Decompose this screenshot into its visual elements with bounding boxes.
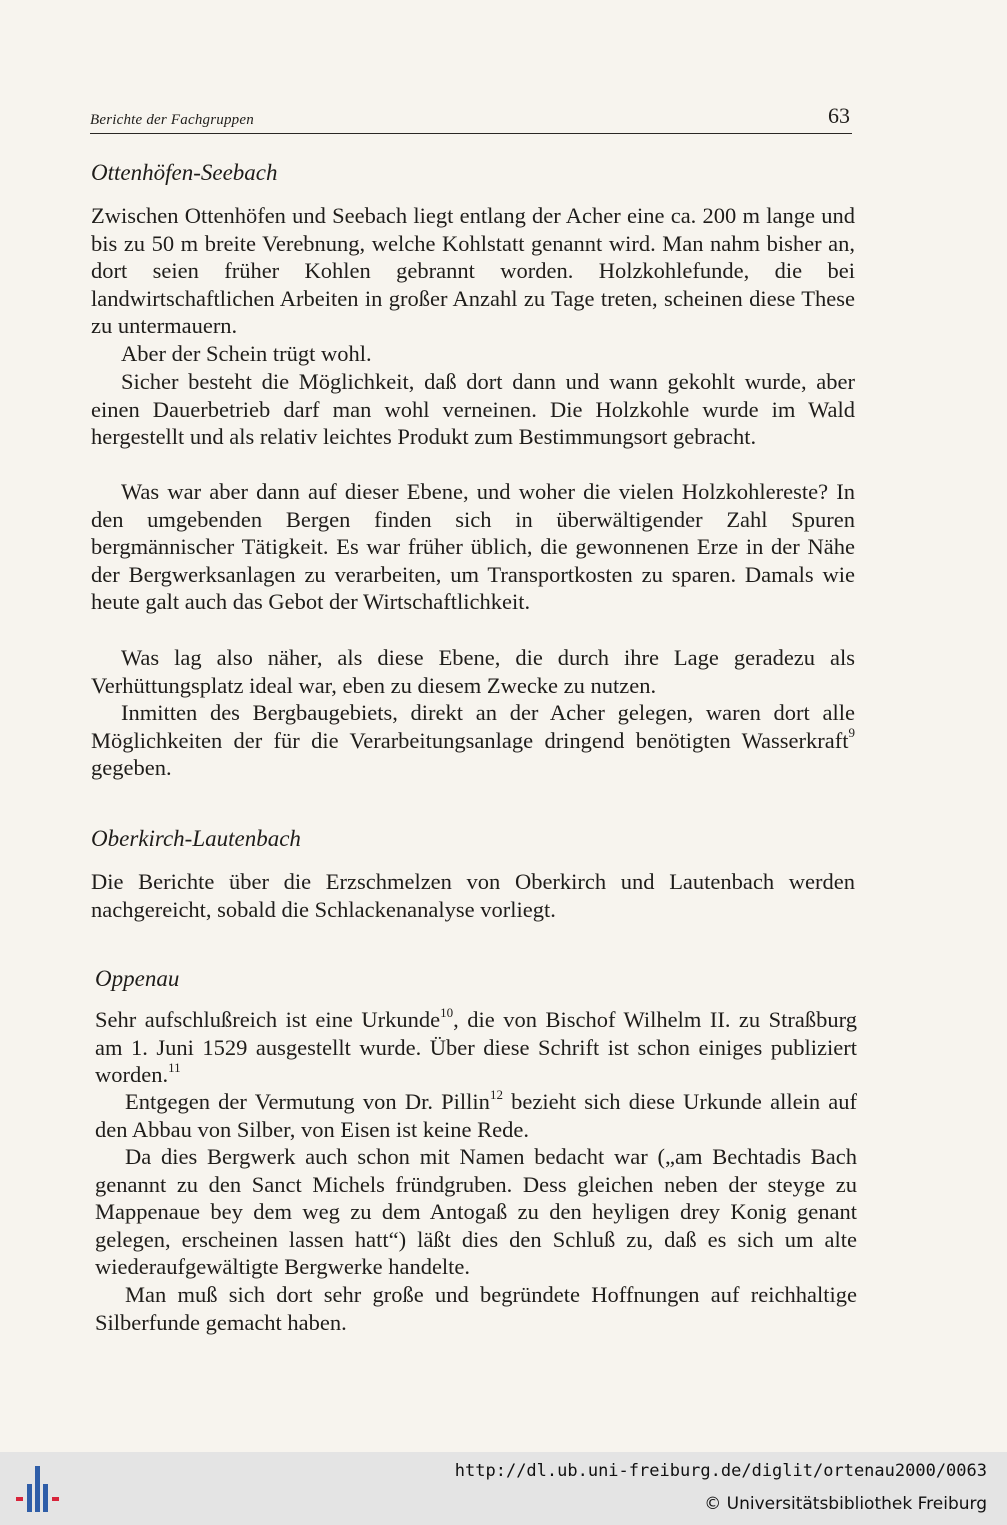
paragraph-text: Inmitten des Bergbaugebiets, direkt an der Acher gelegen, waren dort alle Möglichkeiten der für die Verarbeitungsanlage dringend benötigten	[91, 700, 855, 753]
paragraph	[95, 1006, 857, 1089]
paragraph: Was war aber dann auf dieser Ebene, und woher die vielen Holzkohlereste? In den umgebenden Bergen finden sich in überwältigender Zahl Spuren bergmännischer Tätigkeit. Es war früher üblich, die gewonnenen Erze in der Nähe der Bergwerksanlagen zu verarbeiten, um Transportkosten zu sparen. Damals wie heute galt auch das Gebot der Wirtschaftlichkeit.	[91, 479, 855, 615]
paragraph-text: bezieht sich diese Urkunde allein auf den Abbau von Silber, von Eisen ist keine Rede.	[95, 1089, 858, 1142]
footnote-ref[interactable]: 11	[168, 1059, 181, 1075]
footnote-ref[interactable]: 9	[848, 725, 855, 741]
paragraph: Da dies Bergwerk auch schon mit Namen bedacht war („am Bechtadis Bach genannt zu den Sanct Michels fründgruben. Dess gleichen neben der steyge zu Mappenaue bey dem weg zu dem Antogaß zu den heyligen drey Konig genant gelegen, erscheinen lassen hatt“) läßt dies den Schluß zu, daß es sich um alte wiederaufgewältigte Bergwerke handelte.	[95, 1144, 857, 1280]
paragraph: Sicher besteht die Möglichkeit, daß dort dann und wann gekohlt wurde, aber einen Dauerbetrieb darf man wohl verneinen. Die Holzkohle wurde im Wald hergestellt und als relativ leichtes Produkt zum Bestimmungsort gebracht.	[91, 369, 855, 450]
paragraph	[95, 1088, 857, 1143]
library-logo-icon	[14, 1464, 62, 1514]
paragraph-text: gegeben.	[91, 755, 172, 781]
page-number: 63	[828, 103, 850, 128]
paragraph-text: Sehr aufschlußreich ist eine Urkunde	[95, 1007, 441, 1032]
paragraph-text: , die von Bischof Wilhelm II. zu Straßburg am 1. Juni 1529 ausgestellt wurde. Über diese Schrift ist schon einiges publiziert worden.	[95, 1007, 857, 1088]
section-title: Oppenau	[95, 966, 180, 991]
paragraph: Man muß sich dort sehr große und begründete Hoffnungen auf reichhaltige Silberfunde gemacht haben.	[95, 1282, 857, 1335]
running-header	[90, 100, 852, 134]
logo-dash	[52, 1497, 59, 1501]
footnote-ref[interactable]: 10	[440, 1004, 454, 1020]
paragraph-text: Wasserkraft	[741, 727, 849, 753]
paragraph	[91, 699, 855, 782]
logo-bar	[27, 1484, 32, 1512]
copyright-notice: © Universitätsbibliothek Freiburg	[704, 1494, 987, 1514]
section-title: Oberkirch-Lautenbach	[91, 826, 301, 851]
paragraph: Aber der Schein trügt wohl.	[121, 341, 372, 366]
permalink-url[interactable]: http://dl.ub.uni-freiburg.de/diglit/ortenau2000/0063	[454, 1461, 987, 1481]
paragraph: Die Berichte über die Erzschmelzen von Oberkirch und Lautenbach werden nachgereicht, sobald die Schlackenanalyse vorliegt.	[91, 869, 855, 922]
paragraph-text: Entgegen der Vermutung von Dr. Pillin	[125, 1089, 490, 1114]
logo-bar	[35, 1466, 40, 1512]
logo-bar	[43, 1484, 48, 1512]
footer-bar	[0, 1452, 1007, 1525]
paragraph: Zwischen Ottenhöfen und Seebach liegt entlang der Acher eine ca. 200 m lange und bis zu 50 m breite Verebnung, welche Kohlstatt genannt wird. Man nahm bisher an, dort seien früher Kohlen gebrannt worden. Holzkohlefunde, die bei landwirtschaftlichen Arbeiten in großer Anzahl zu Tage treten, scheinen diese These zu untermauern.	[91, 203, 855, 339]
footnote-ref[interactable]: 12	[489, 1086, 503, 1102]
section-title: Ottenhöfen-Seebach	[91, 160, 278, 185]
paragraph: Was lag also näher, als diese Ebene, die durch ihre Lage geradezu als Verhüttungsplatz ideal war, eben zu diesem Zwecke zu nutzen.	[91, 645, 855, 698]
logo-dash	[16, 1497, 23, 1501]
running-title: Berichte der Fachgruppen	[90, 112, 254, 128]
